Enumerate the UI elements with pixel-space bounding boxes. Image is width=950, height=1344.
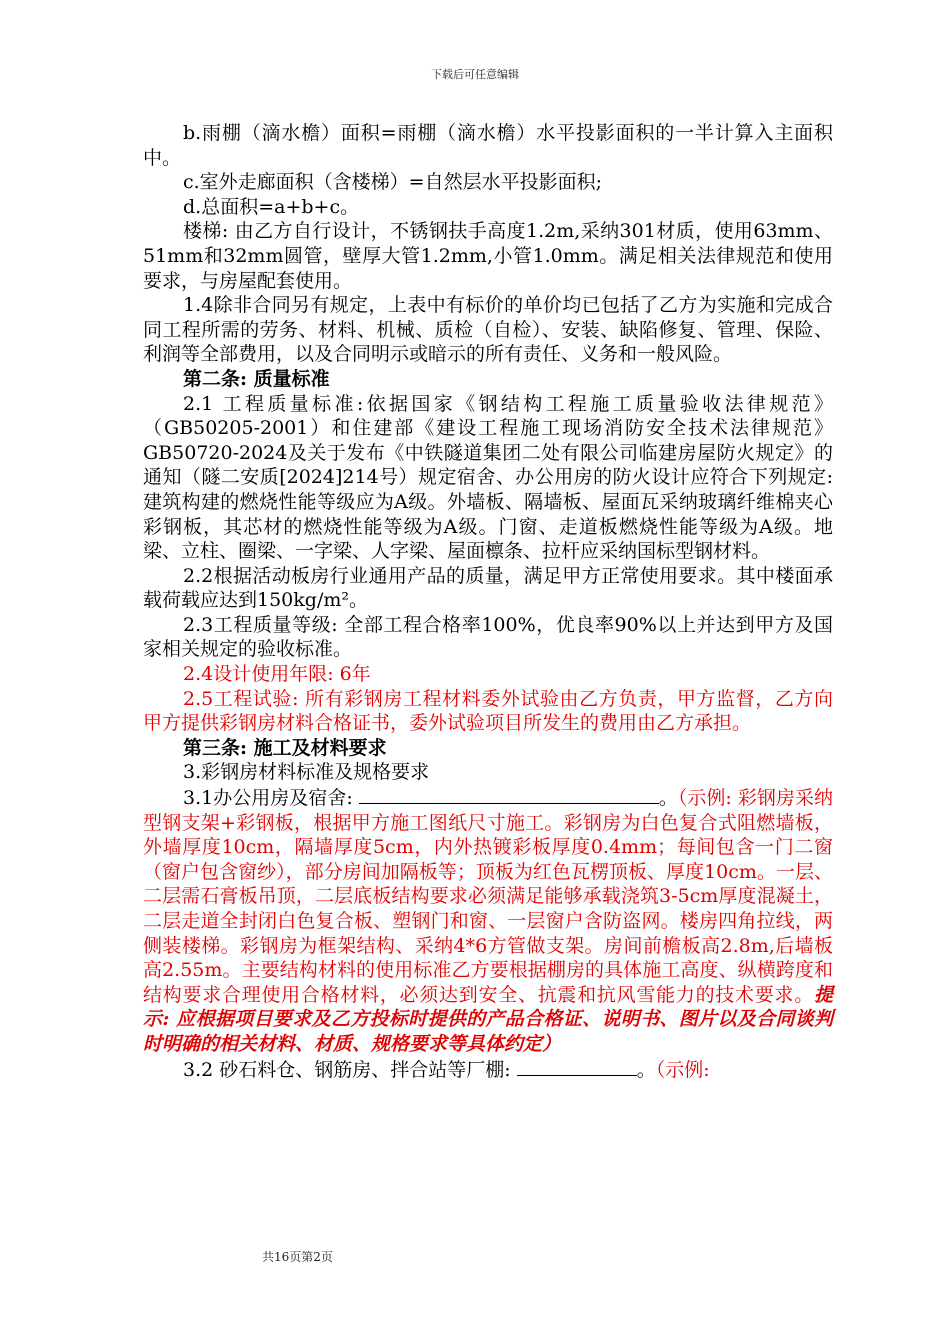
paragraph-3-2 <box>143 1057 833 1083</box>
paragraph-3: 3.彩钢房材料标准及规格要求 <box>183 761 430 784</box>
paragraph-3-1 <box>143 785 833 1057</box>
paragraph-3-1-label: 3.1办公用房及宿舍: <box>183 787 359 810</box>
page-footer: 共16页第2页 <box>262 1250 333 1264</box>
blank-end-mark: 。 <box>658 787 678 810</box>
paragraph-corridor-area: c.室外走廊面积（含楼梯）=自然层水平投影面积; <box>183 171 603 194</box>
paragraph-canopy-area: b.雨棚（滴水檐）面积=雨棚（滴水檐）水平投影面积的一半计算入主面积中。 <box>143 122 833 169</box>
section-heading-3: 第三条: 施工及材料要求 <box>183 736 387 759</box>
paragraph-2-4: 2.4设计使用年限: 6年 <box>183 663 371 686</box>
paragraph-2-3: 2.3工程质量等级: 全部工程合格率100%，优良率90%以上并达到甲方及国家相关规定的验收标准。 <box>143 613 833 661</box>
fill-in-blank-shed <box>517 1057 637 1076</box>
paragraph-3-2-label: 3.2 砂石料仓、钢筋房、拌合站等厂棚: <box>183 1058 517 1081</box>
page-header: 下载后可任意编辑 <box>431 68 519 81</box>
example-text-shed: （示例: <box>655 1058 710 1081</box>
section-heading-2: 第二条: 质量标准 <box>183 367 330 390</box>
paragraph-total-area: d.总面积=a+b+c。 <box>183 195 360 218</box>
example-text-office: （示例: 彩钢房采纳型钢支架+彩钢板，根据甲方施工图纸尺寸施工。彩钢房为白色复合式阻燃墙板，外墙厚度10cm，隔墙厚度5cm，内外热镀彩板厚度0.4mm；每间包含一门二窗（窗户包含窗纱），部分房间加隔板等；顶板为红色瓦楞顶板、厚度10cm。一层、二层需石膏板吊顶，二层底板结构要求必须满足能够承载浇筑3-5cm厚度混凝土，二层走道全封闭白色复合板、塑钢门和窗、一层窗户含防盗网。楼房四角拉线，两侧装楼梯。彩钢房为框架结构、采纳4*6方管做支架。房间前檐板高2.8m,后墙板高2.55m。主要结构材料的使用标准乙方要根据棚房的具体施工高度、纵横跨度和结构要求合理使用合格材料，必须达到安全、抗震和抗风雪能力的技术要求。 <box>143 787 833 1006</box>
paragraph-stairs: 楼梯: 由乙方自行设计，不锈钢扶手高度1.2m,采纳301材质，使用63mm、51mm和32mm圆管，壁厚大管1.2mm,小管1.0mm。满足相关法律规范和使用要求，与房屋配套使用。 <box>143 220 833 292</box>
document-body <box>143 121 833 1082</box>
paragraph-2-2: 2.2根据活动板房行业通用产品的质量，满足甲方正常使用要求。其中楼面承载荷载应达到150kg/m²。 <box>143 564 833 612</box>
blank-end-mark-2: 。 <box>636 1058 656 1081</box>
fill-in-blank-office <box>359 785 659 804</box>
paragraph-2-1: 2.1 工程质量标准:依据国家《钢结构工程施工质量验收法律规范》（GB50205-2001）和住建部《建设工程施工现场消防安全技术法律规范》GB50720-2024及关于发布《中铁隧道集团二处有限公司临建房屋防火规定》的通知（隧二安质[2024]214号）规定宿舍、办公用房的防火设计应符合下列规定: 建筑构建的燃烧性能等级应为A级。外墙板、隔墙板、屋面瓦采纳玻璃纤维棉夹心彩钢板，其芯材的燃烧性能等级为A级。门窗、走道板燃烧性能等级为A级。地梁、立柱、圈梁、一字梁、人字梁、屋面檩条、拉杆应采纳国标型钢材料。 <box>143 392 833 563</box>
hint-text-office: 提示: 应根据项目要求及乙方投标时提供的产品合格证、说明书、图片以及合同谈判时明确的相关材料、材质、规格要求等具体约定） <box>143 983 833 1055</box>
paragraph-1-4: 1.4除非合同另有规定，上表中有标价的单价均已包括了乙方为实施和完成合同工程所需的劳务、材料、机械、质检（自检）、安装、缺陷修复、管理、保险、利润等全部费用，以及合同明示或暗示的所有责任、义务和一般风险。 <box>143 294 833 366</box>
paragraph-2-5: 2.5工程试验: 所有彩钢房工程材料委外试验由乙方负责，甲方监督，乙方向甲方提供彩钢房材料合格证书，委外试验项目所发生的费用由乙方承担。 <box>143 687 833 735</box>
